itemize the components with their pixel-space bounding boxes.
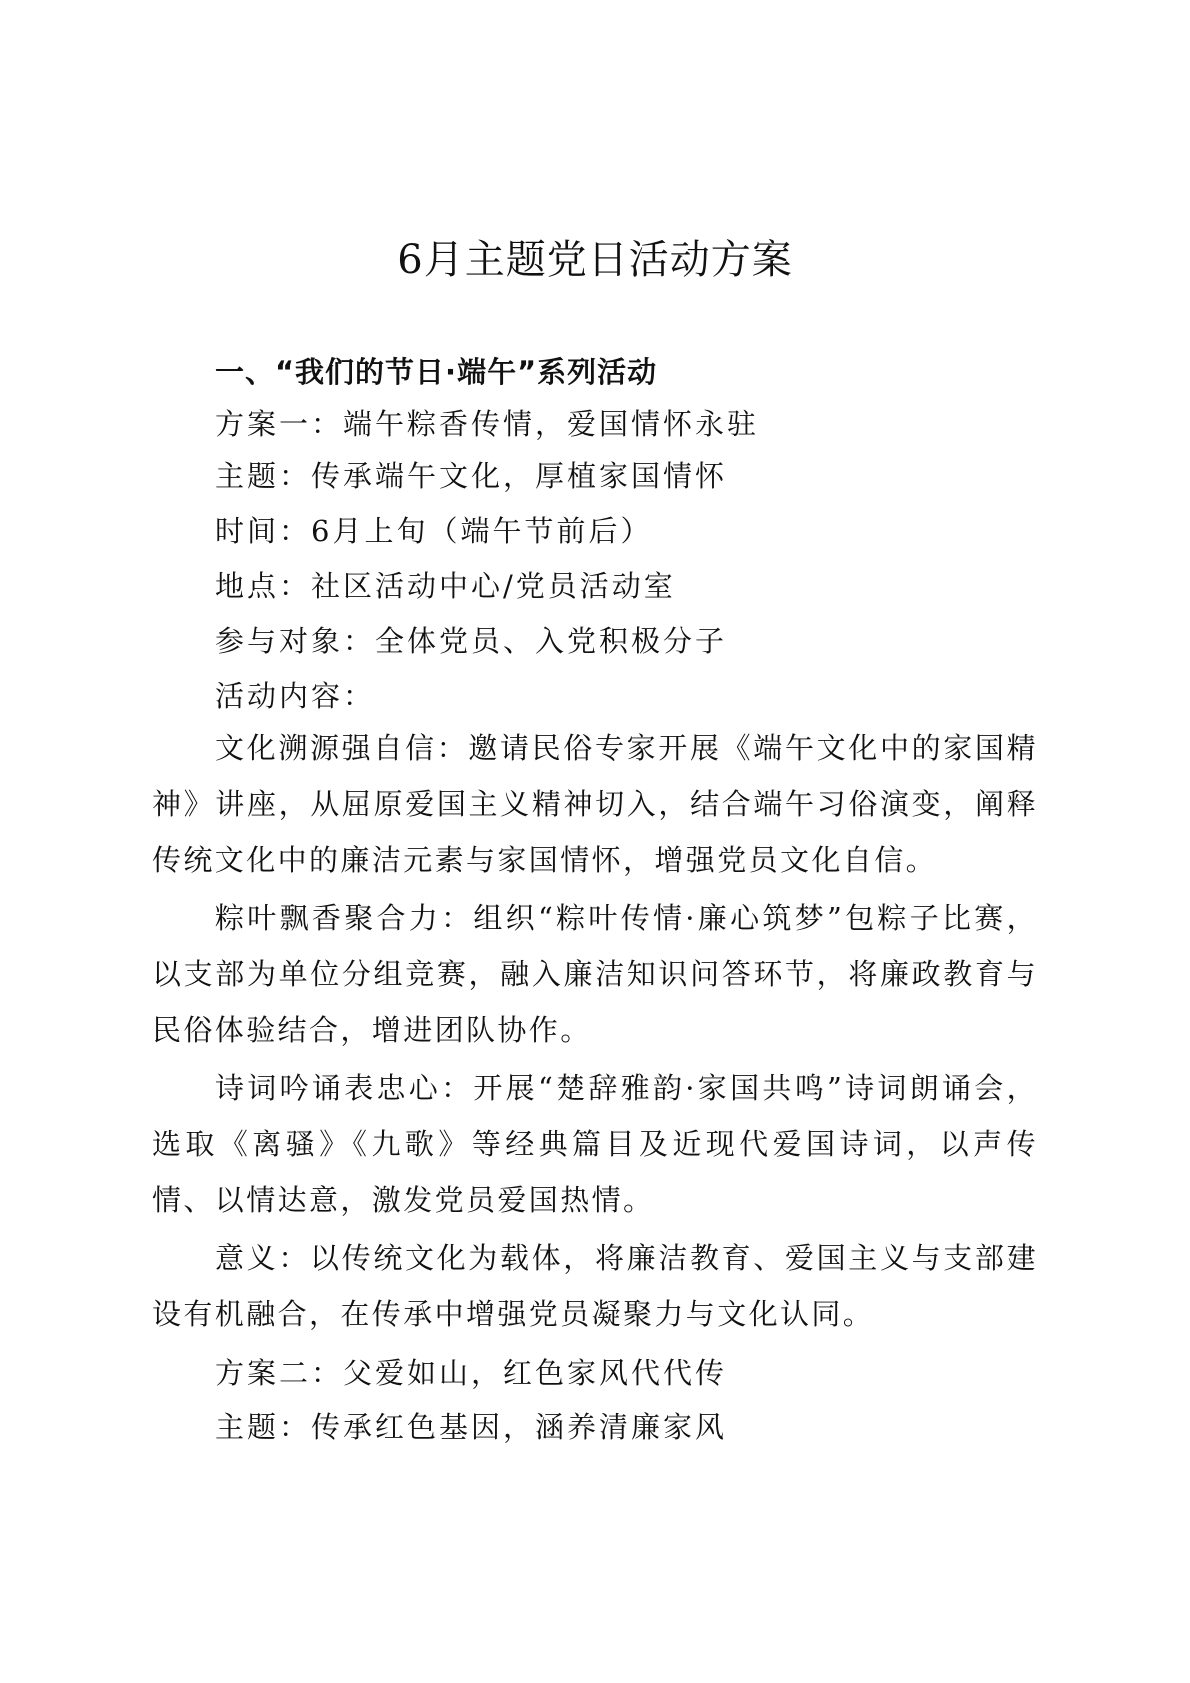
plan1-place: 地点：社区活动中心/党员活动室 xyxy=(215,569,676,603)
plan1-time: 时间：6月上旬（端午节前后） xyxy=(215,514,653,548)
plan1-paragraph-poetry: 诗词吟诵表忠心：开展“楚辞雅韵·家国共鸣”诗词朗诵会，选取《离骚》《九歌》等经典篇目及近现代爱国诗词，以声传情、以情达意，激发党员爱国热情。 xyxy=(152,1071,1038,1217)
plan1-paragraph-lecture: 文化溯源强自信：邀请民俗专家开展《端午文化中的家国精神》讲座，从屈原爱国主义精神切入，结合端午习俗演变，阐释传统文化中的廉洁元素与家国情怀，增强党员文化自信。 xyxy=(152,731,1038,877)
plan2-theme: 主题：传承红色基因，涵养清廉家风 xyxy=(215,1410,728,1444)
section-heading: 一、“我们的节日·端午”系列活动 xyxy=(215,355,658,389)
plan2-title: 方案二：父爱如山，红色家风代代传 xyxy=(215,1356,728,1390)
plan1-participants: 参与对象：全体党员、入党积极分子 xyxy=(215,624,728,658)
plan1-content-label: 活动内容： xyxy=(215,679,376,713)
plan1-title: 方案一：端午粽香传情，爱国情怀永驻 xyxy=(215,407,760,441)
plan1-paragraph-zongzi: 粽叶飘香聚合力：组织“粽叶传情·廉心筑梦”包粽子比赛，以支部为单位分组竞赛，融入廉洁知识问答环节，将廉政教育与民俗体验结合，增进团队协作。 xyxy=(152,901,1038,1047)
page-title: 6月主题党日活动方案 xyxy=(397,237,793,283)
plan1-theme: 主题：传承端午文化，厚植家国情怀 xyxy=(215,459,728,493)
plan1-paragraph-meaning: 意义：以传统文化为载体，将廉洁教育、爱国主义与支部建设有机融合，在传承中增强党员凝聚力与文化认同。 xyxy=(152,1241,1038,1331)
